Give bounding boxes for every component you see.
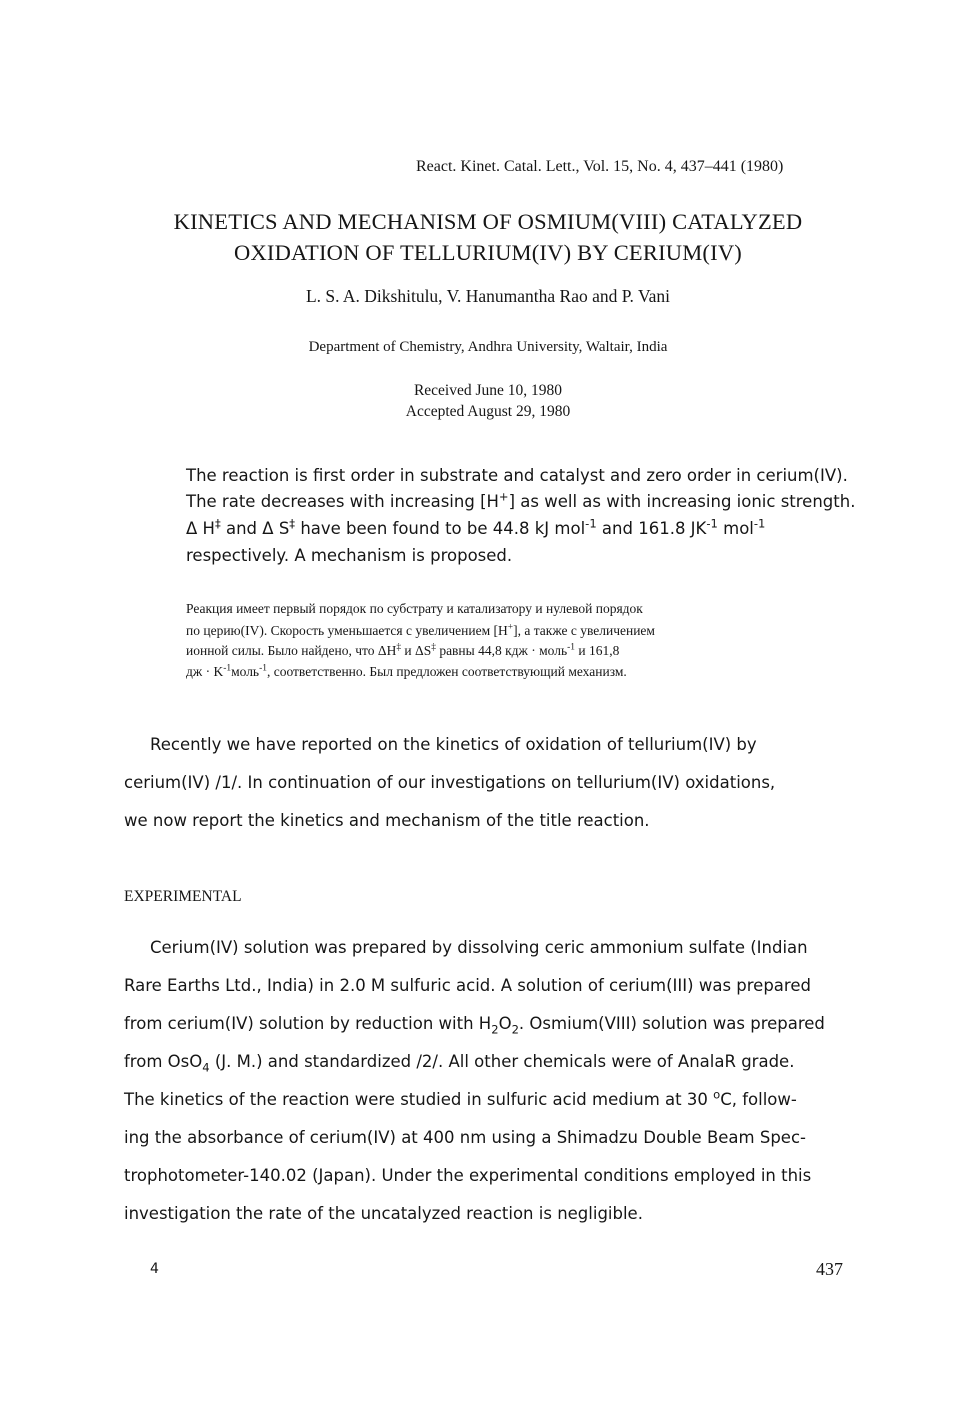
text: have been found to be 44.8 kJ mol <box>295 519 586 538</box>
abstract-en-line-2 <box>186 489 856 511</box>
text: mol <box>717 519 754 538</box>
experimental-line-3 <box>124 1014 825 1037</box>
intro-line-3: we now report the kinetics and mechanism of the title reaction. <box>124 811 650 830</box>
accepted-date: Accepted August 29, 1980 <box>405 403 571 420</box>
abstract-en-line-4: respectively. A mechanism is proposed. <box>186 546 513 565</box>
text: from cerium(IV) solution by reduction with H <box>124 1014 492 1033</box>
text: from OsO <box>124 1052 203 1071</box>
superscript: ‡ <box>214 516 221 531</box>
symbol: Δ H <box>186 519 215 538</box>
received-date: Received June 10, 1980 <box>413 382 563 399</box>
subscript: 4 <box>202 1060 210 1075</box>
text: and 161.8 JK <box>596 519 707 538</box>
superscript: + <box>498 489 509 504</box>
text: и 161,8 <box>574 643 620 658</box>
experimental-line-8: investigation the rate of the uncatalyzed reaction is negligible. <box>124 1204 643 1223</box>
superscript: ‡ <box>431 642 436 653</box>
text: ] as well as with increasing ionic strength. <box>508 492 856 511</box>
affiliation: Department of Chemistry, Andhra University, Waltair, India <box>308 339 668 355</box>
superscript: + <box>507 622 514 633</box>
text: дж · K <box>186 664 224 679</box>
experimental-line-5 <box>124 1087 797 1109</box>
experimental-line-7: trophotometer-140.02 (Japan). Under the experimental conditions employed in this <box>124 1166 812 1185</box>
dates <box>0 380 976 422</box>
title-line-1: KINETICS AND MECHANISM OF OSMIUM(VIII) CATALYZED <box>173 209 803 234</box>
footer-signature-mark: 4 <box>150 1261 159 1277</box>
superscript: -1 <box>706 516 718 531</box>
text: The rate decreases with increasing [H <box>186 492 499 511</box>
superscript: o <box>713 1087 721 1102</box>
text: (J. M.) and standardized /2/. All other chemicals were of AnalaR grade. <box>209 1052 795 1071</box>
abstract-ru-line-2 <box>186 623 655 639</box>
text: ионной силы. Было найдено, что ΔH <box>186 643 397 658</box>
text: The kinetics of the reaction were studied in sulfuric acid medium at 30 <box>124 1090 714 1109</box>
superscript: -1 <box>259 663 267 674</box>
subscript: 2 <box>511 1022 519 1037</box>
superscript: -1 <box>585 516 597 531</box>
article-title <box>0 206 976 268</box>
experimental-line-2: Rare Earths Ltd., India) in 2.0 M sulfuric acid. A solution of cerium(III) was prepared <box>124 976 811 995</box>
superscript: -1 <box>567 642 575 653</box>
superscript: ‡ <box>396 642 402 653</box>
text: and <box>220 519 263 538</box>
subscript: 2 <box>491 1022 499 1037</box>
experimental-line-4 <box>124 1052 795 1075</box>
experimental-line-1: Cerium(IV) solution was prepared by dissolving ceric ammonium sulfate (Indian <box>150 938 808 957</box>
text: по церию(IV). Скорость уменьшается с увеличением [H <box>186 623 508 638</box>
text: , соответственно. Был предложен соответствующий механизм. <box>266 664 627 679</box>
abstract-ru-line-3 <box>186 643 619 659</box>
page-number: 437 <box>816 1259 843 1279</box>
superscript: -1 <box>753 516 766 531</box>
abstract-ru-line-4 <box>186 664 627 680</box>
title-line-2: OXIDATION OF TELLURIUM(IV) BY CERIUM(IV) <box>234 240 742 265</box>
text: . Osmium(VIII) solution was prepared <box>518 1014 825 1033</box>
authors: L. S. A. Dikshitulu, V. Hanumantha Rao and P. Vani <box>305 286 671 306</box>
text: равны 44,8 кдж · моль <box>435 643 568 658</box>
abstract-en-line-1: The reaction is first order in substrate and catalyst and zero order in cerium(IV). <box>186 466 848 485</box>
text: ], а также с увеличением <box>513 623 655 638</box>
superscript: -1 <box>223 663 232 674</box>
journal-reference: React. Kinet. Catal. Lett., Vol. 15, No. 4, 437–441 (1980) <box>416 158 784 175</box>
intro-line-1: Recently we have reported on the kinetics of oxidation of tellurium(IV) by <box>150 735 757 754</box>
section-heading-experimental: EXPERIMENTAL <box>124 888 242 905</box>
intro-line-2: cerium(IV) /1/. In continuation of our investigations on tellurium(IV) oxidations, <box>124 773 776 792</box>
text: O <box>498 1014 512 1033</box>
text: C, follow- <box>720 1090 797 1109</box>
abstract-en-line-3 <box>186 516 766 538</box>
abstract-ru-line-1: Реакция имеет первый порядок по субстрату и катализатору и нулевой порядок <box>186 601 643 616</box>
symbol: Δ S <box>262 519 290 538</box>
text: и ΔS <box>401 643 432 658</box>
experimental-line-6: ing the absorbance of cerium(IV) at 400 nm using a Shimadzu Double Beam Spec- <box>124 1128 806 1147</box>
text: моль <box>231 664 260 679</box>
superscript: ‡ <box>289 516 296 531</box>
